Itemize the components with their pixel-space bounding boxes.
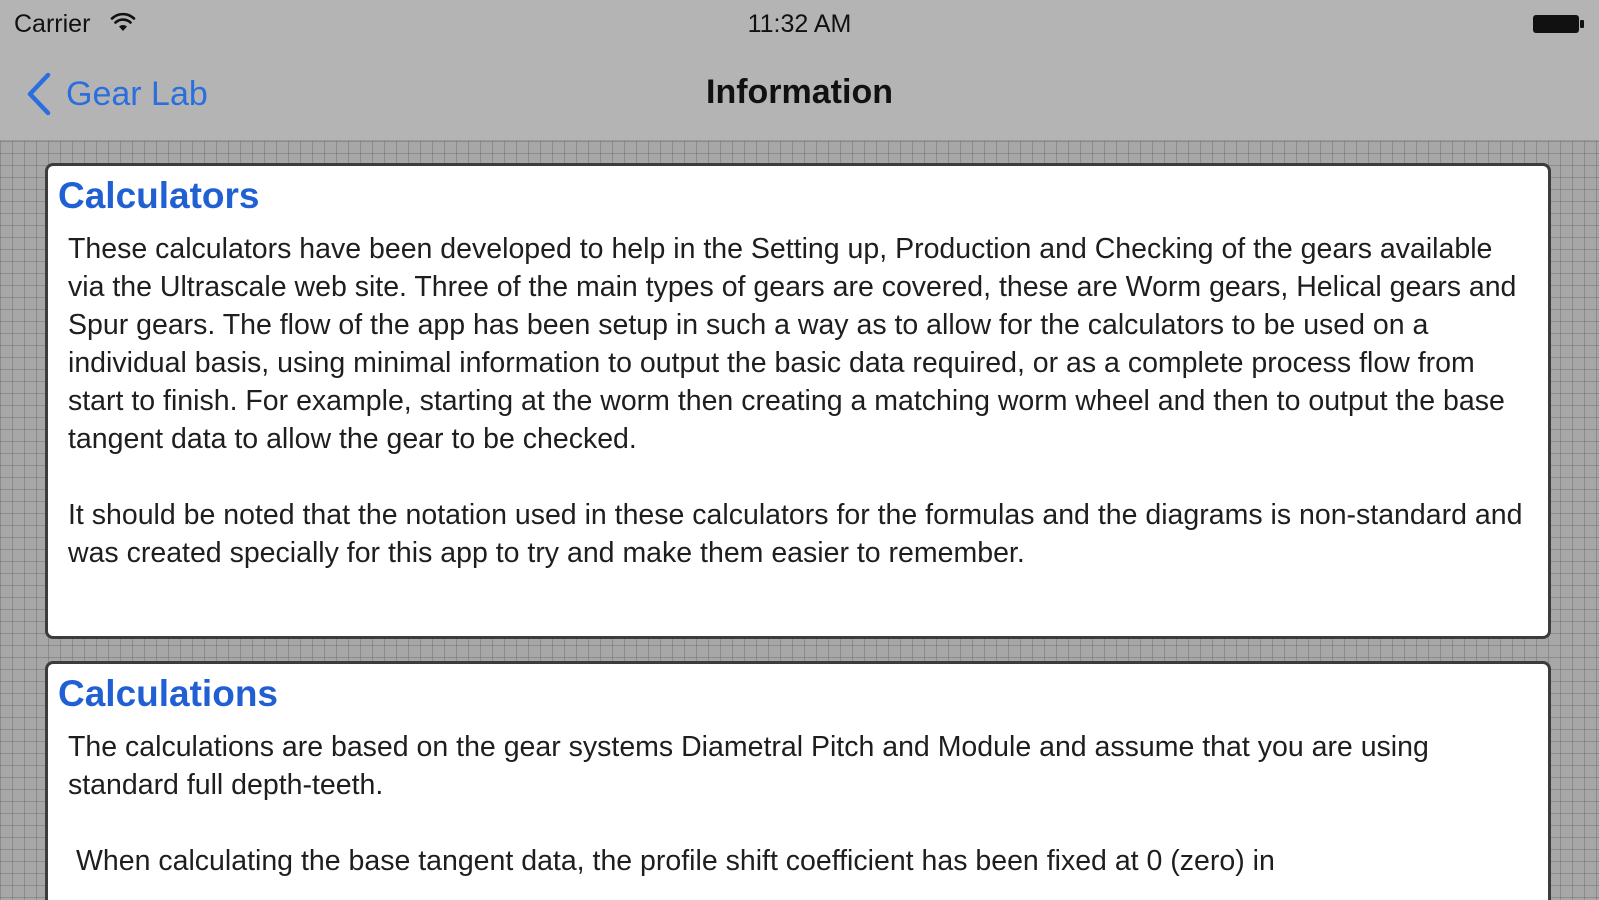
back-button-label[interactable]: Gear Lab [66, 74, 208, 113]
status-time: 11:32 AM [747, 10, 852, 38]
section-title: Calculators [58, 175, 260, 216]
section-paragraph: When calculating the base tangent data, the profile shift coefficient has been fixed at 0 (zero) in [76, 845, 1275, 877]
section-paragraph: The calculations are based on the gear systems Diametral Pitch and Module and assume that you are using standard full depth-teeth. [68, 731, 1429, 801]
page-title: Information [706, 73, 893, 111]
navigation-bar [0, 48, 1599, 141]
section-card-calculations [45, 661, 1551, 900]
section-card-calculators [45, 163, 1551, 639]
status-bar [0, 0, 1599, 48]
section-body [58, 230, 1530, 572]
section-paragraph: These calculators have been developed to help in the Setting up, Production and Checking of the gears available via the Ultrascale web site. Three of the main types of gears are covered, these are Worm gears, Helical gears and Spur gears. The flow of the app has been setup in such a way as to allow for the calculators to be used on a individual basis, using minimal information to output the basic data required, or as a complete process flow from start to finish. For example, starting at the worm then creating a matching worm wheel and then to output the base tangent data to allow the gear to be checked. [68, 233, 1517, 455]
battery-icon [1533, 14, 1585, 34]
carrier-label: Carrier [14, 10, 91, 38]
section-body [58, 728, 1530, 880]
section-title: Calculations [58, 673, 278, 714]
section-paragraph: It should be noted that the notation used in these calculators for the formulas and the diagrams is non-standard and was created specially for this app to try and make them easier to remember. [68, 499, 1523, 569]
information-scroll-view[interactable] [0, 141, 1599, 900]
